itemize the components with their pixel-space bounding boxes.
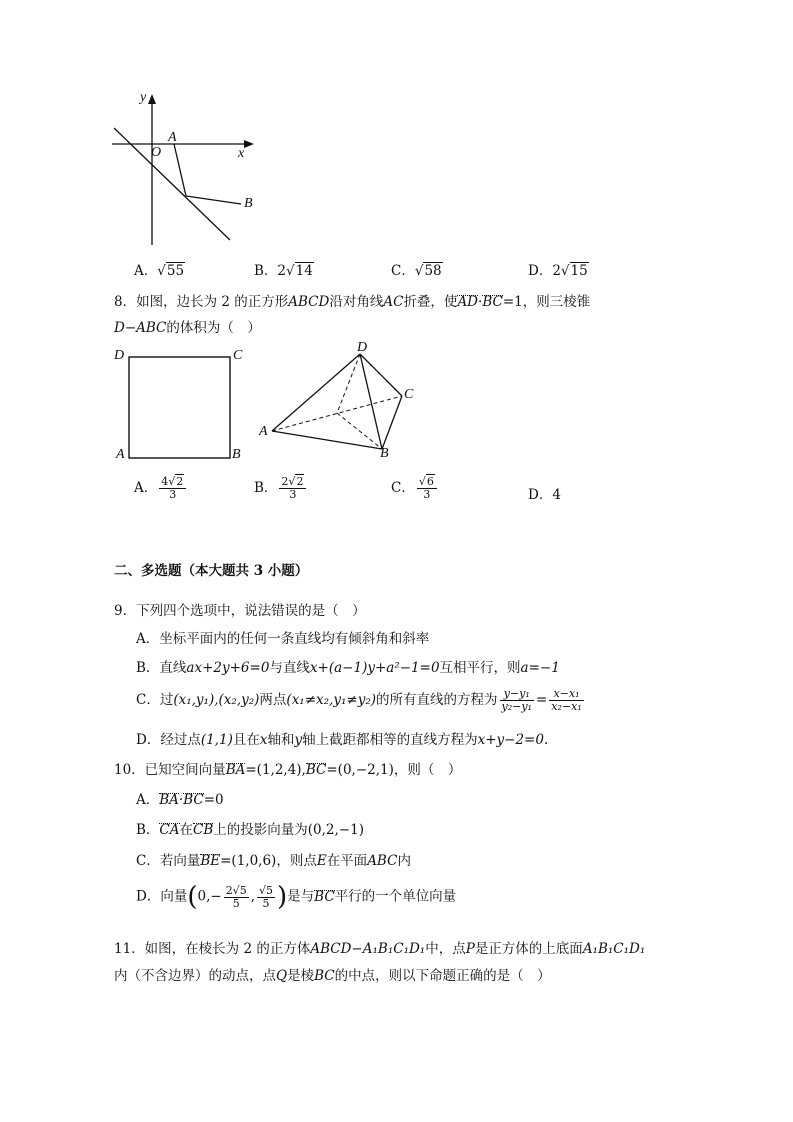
q10-stem: 10．已知空间向量BA=(1,2,4),BC=(0,−2,1)，则（ ） [114, 762, 462, 778]
q11-stem-line1: 11．如图，在棱长为 2 的正方体ABCD−A₁B₁C₁D₁中，点P是正方体的上底面A₁B₁C₁D₁ [114, 941, 646, 957]
fig2-label-d: D [114, 348, 125, 363]
figure-coordinate-diagram [108, 90, 268, 250]
q9-stem: 9．下列四个选项中，说法错误的是（ ） [114, 603, 366, 619]
fig3-label-d: D [357, 340, 368, 355]
q7-choice-c[interactable]: C．√58 [391, 263, 442, 279]
q7-choice-d[interactable]: D．2√15 [528, 263, 588, 279]
q7-choice-b[interactable]: B．2√14 [254, 263, 313, 279]
q8-choice-c[interactable]: C． $\frac{√6}{3}$ [391, 476, 439, 501]
fig1-label-o: O [151, 145, 162, 160]
fig1-label-a: A [168, 130, 177, 145]
fig2-label-b: B [232, 447, 241, 462]
q7-choice-a[interactable]: A．√55 [134, 263, 185, 279]
fig3-label-c: C [404, 387, 414, 402]
figure-tetrahedron [262, 344, 412, 464]
q9-option-d[interactable]: D．经过点(1,1)且在x轴和y轴上截距都相等的直线方程为x+y−2=0. [136, 732, 549, 748]
q10-option-a[interactable]: A．BA·BC=0 [136, 792, 224, 808]
fig1-label-x: x [238, 146, 245, 161]
q11-stem-line2: 内（不含边界）的动点，点Q是棱BC的中点，则以下命题正确的是（ ） [114, 968, 551, 984]
q8-choice-d[interactable]: D．4 [528, 487, 561, 503]
fig1-label-b: B [244, 196, 253, 211]
q8-stem-line1: 8．如图，边长为 2 的正方形ABCD沿对角线AC折叠，使AD·BC=1，则三棱锥 [114, 294, 591, 310]
q9-option-b[interactable]: B．直线ax+2y+6=0与直线x+(a−1)y+a²−1=0互相平行，则a=−1 [136, 660, 560, 676]
q10-option-c[interactable]: C．若向量BE=(1,0,6)，则点E在平面ABC内 [136, 853, 411, 869]
q8-choice-b[interactable]: B． $\frac{2√2}{3}$ [254, 476, 308, 501]
fig1-label-y: y [140, 90, 147, 105]
q10-option-b[interactable]: B．CA在CB上的投影向量为(0,2,−1) [136, 822, 364, 838]
q8-stem-line2: D−ABC的体积为（ ） [114, 320, 261, 336]
fig2-label-a: A [116, 447, 125, 462]
q9-option-c[interactable]: C．过(x₁,y₁),(x₂,y₂)两点(x₁≠x₂,y₁≠y₂)的所有直线的方程为 $\frac{\text{y−y₁}}{\text{y₂−y₁}}$ = $\frac{\text{x−x₁}}{\text{x₂−x₁}}$ [136, 687, 582, 713]
q10-option-d[interactable]: D．向量(0,− $\frac{2√5}{5}$ , $\frac{√5}{5}$ )是与BC平行的一个单位向量 [136, 882, 457, 912]
figure-square-abcd [128, 356, 232, 460]
section-title-multi-choice: 二、多选题（本大题共 3 小题） [114, 563, 309, 579]
q9-option-a[interactable]: A．坐标平面内的任何一条直线均有倾斜角和斜率 [136, 631, 430, 647]
fig2-label-c: C [233, 348, 243, 363]
q8-choice-a[interactable]: A． $\frac{4√2}{3}$ [134, 476, 188, 501]
fig3-label-b: B [380, 446, 389, 461]
fig3-label-a: A [259, 424, 268, 439]
